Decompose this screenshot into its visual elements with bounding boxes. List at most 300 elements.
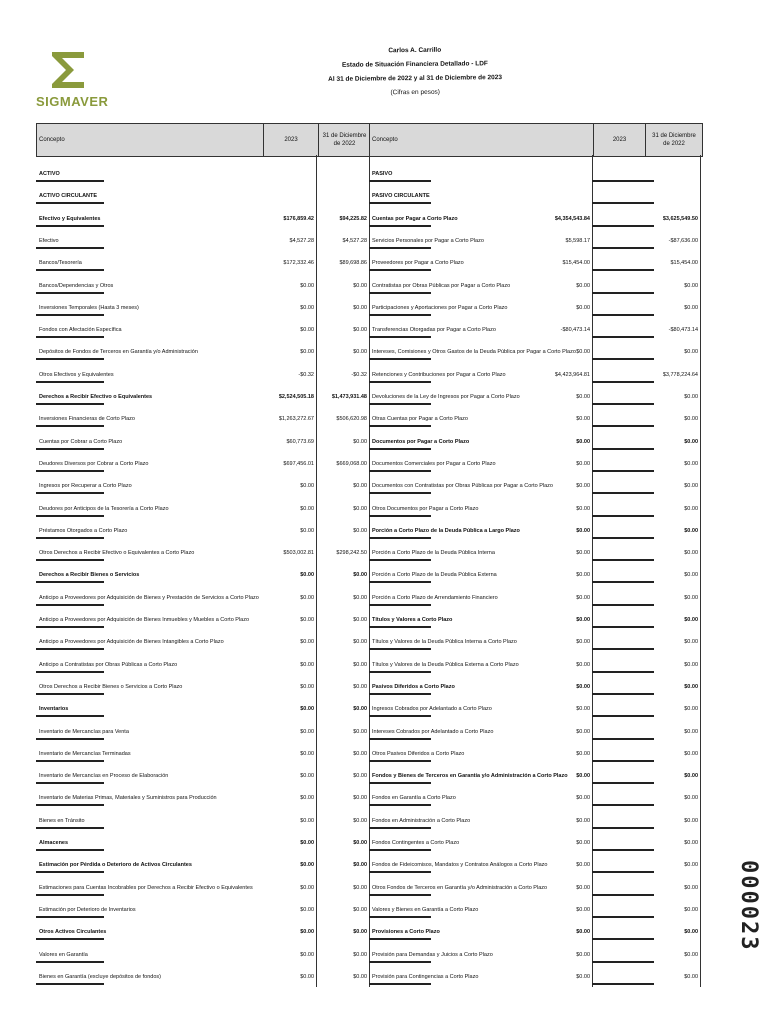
left-row-label: Efectivo bbox=[39, 238, 59, 244]
left-table-row bbox=[36, 762, 369, 782]
right-row-value-2023: $0.00 bbox=[576, 550, 590, 556]
right-row-value-2022: $0.00 bbox=[684, 305, 698, 311]
left-row-value-2023: $697,456.01 bbox=[283, 461, 314, 467]
right-row-value-2023: $0.00 bbox=[576, 305, 590, 311]
right-row-label: Documentos Comerciales por Pagar a Corto Plazo bbox=[372, 461, 496, 467]
right-row-underline bbox=[369, 492, 431, 494]
right-row-underline bbox=[369, 715, 431, 717]
left-row-underline bbox=[36, 581, 104, 583]
left-row-underline bbox=[36, 492, 104, 494]
left-table-row bbox=[36, 628, 369, 648]
left-row-underline bbox=[36, 715, 104, 717]
left-row-underline bbox=[36, 938, 104, 940]
right-row-value-2023: $4,423,964.81 bbox=[554, 372, 590, 378]
left-row-value-2022: $0.00 bbox=[353, 327, 367, 333]
right-table-row bbox=[369, 361, 700, 381]
left-table-row bbox=[36, 160, 369, 180]
left-row-value-2022: $0.00 bbox=[353, 506, 367, 512]
left-row-value-2023: $0.00 bbox=[300, 595, 314, 601]
right-row-value-2023: $0.00 bbox=[576, 416, 590, 422]
right-row-label: Provisiones a Corto Plazo bbox=[372, 929, 440, 935]
right-value-underline bbox=[592, 581, 654, 583]
left-row-value-2023: $0.00 bbox=[300, 706, 314, 712]
right-row-label: Retenciones y Contribuciones por Pagar a Corto Plazo bbox=[372, 372, 506, 378]
right-row-value-2023: $0.00 bbox=[576, 773, 590, 779]
left-table-row bbox=[36, 918, 369, 938]
right-row-label: Contratistas por Obras Públicas por Pagar a Corto Plazo bbox=[372, 283, 511, 289]
right-row-value-2023: $0.00 bbox=[576, 818, 590, 824]
left-row-value-2022: $298,242.50 bbox=[336, 550, 367, 556]
right-row-label: Pasivos Diferidos a Corto Plazo bbox=[372, 684, 455, 690]
right-row-value-2023: $0.00 bbox=[576, 394, 590, 400]
left-row-label: Derechos a Recibir Bienes o Servicios bbox=[39, 572, 140, 578]
right-row-label: Proveedores por Pagar a Corto Plazo bbox=[372, 260, 464, 266]
left-table-row bbox=[36, 784, 369, 804]
document-units: (Cifras en pesos) bbox=[390, 88, 440, 97]
right-row-value-2023: $0.00 bbox=[576, 617, 590, 623]
left-table-row bbox=[36, 874, 369, 894]
right-table-row bbox=[369, 294, 700, 314]
left-row-value-2022: $0.00 bbox=[353, 483, 367, 489]
left-row-label: Almacenes bbox=[39, 840, 69, 846]
left-row-label: Estimación por Pérdida o Deterioro de Activos Circulantes bbox=[39, 862, 192, 868]
right-row-underline bbox=[369, 938, 431, 940]
left-row-label: Bienes en Tránsito bbox=[39, 818, 85, 824]
left-table-row bbox=[36, 584, 369, 604]
right-row-value-2022: $0.00 bbox=[684, 572, 698, 578]
left-row-value-2023: $0.00 bbox=[300, 729, 314, 735]
left-table-row bbox=[36, 205, 369, 225]
right-row-value-2023: $0.00 bbox=[576, 684, 590, 690]
right-value-underline bbox=[592, 202, 654, 204]
page-stamp: 000023 bbox=[736, 860, 761, 952]
right-row-label: Otros Fondos de Terceros en Garantía y/o Administración a Corto Plazo bbox=[372, 885, 548, 891]
left-row-value-2023: $0.00 bbox=[300, 617, 314, 623]
right-table-row bbox=[369, 539, 700, 559]
left-row-value-2023: $2,524,505.18 bbox=[278, 394, 314, 400]
right-header-2023: 2023 bbox=[593, 124, 645, 156]
left-row-underline bbox=[36, 425, 104, 427]
right-value-underline bbox=[592, 648, 654, 650]
left-row-value-2022: $0.00 bbox=[353, 907, 367, 913]
left-row-value-2022: $506,620.98 bbox=[336, 416, 367, 422]
right-table-row bbox=[369, 338, 700, 358]
right-row-value-2022: $0.00 bbox=[684, 952, 698, 958]
right-row-value-2022: $0.00 bbox=[684, 818, 698, 824]
left-table-row bbox=[36, 539, 369, 559]
left-row-label: Anticipo a Proveedores por Adquisición de Bienes Inmuebles y Muebles a Corto Plazo bbox=[39, 617, 250, 623]
right-row-value-2023: $0.00 bbox=[576, 461, 590, 467]
right-row-label: Intereses Cobrados por Adelantado a Corto Plazo bbox=[372, 729, 494, 735]
left-table-header bbox=[36, 123, 371, 157]
right-row-value-2023: -$80,473.14 bbox=[560, 327, 590, 333]
left-row-label: Otros Derechos a Recibir Bienes o Servicios a Corto Plazo bbox=[39, 684, 183, 690]
right-row-label: Valores y Bienes en Garantía a Corto Plazo bbox=[372, 907, 479, 913]
left-row-label: Bancos/Tesorería bbox=[39, 260, 82, 266]
left-table-row bbox=[36, 405, 369, 425]
left-row-value-2023: $0.00 bbox=[300, 327, 314, 333]
left-row-value-2022: $0.00 bbox=[353, 706, 367, 712]
left-row-value-2023: $0.00 bbox=[300, 974, 314, 980]
left-row-label: Anticipo a Contratistas por Obras Públicas a Corto Plazo bbox=[39, 662, 178, 668]
left-row-underline bbox=[36, 871, 104, 873]
right-row-value-2022: -$80,473.14 bbox=[668, 327, 698, 333]
left-row-value-2023: $0.00 bbox=[300, 506, 314, 512]
left-row-label: Inversiones Temporales (Hasta 3 meses) bbox=[39, 305, 139, 311]
left-row-value-2022: $0.00 bbox=[353, 349, 367, 355]
left-table-row bbox=[36, 941, 369, 961]
left-row-underline bbox=[36, 202, 104, 204]
right-row-underline bbox=[369, 581, 431, 583]
right-row-label: Participaciones y Aportaciones por Pagar a Corto Plazo bbox=[372, 305, 508, 311]
left-table-row bbox=[36, 450, 369, 470]
left-row-value-2022: $669,068.00 bbox=[336, 461, 367, 467]
right-value-underline bbox=[592, 938, 654, 940]
left-row-value-2022: $0.00 bbox=[353, 305, 367, 311]
left-table-row bbox=[36, 718, 369, 738]
right-row-value-2023: $0.00 bbox=[576, 929, 590, 935]
right-row-underline bbox=[369, 648, 431, 650]
left-row-label: Ingresos por Recuperar a Corto Plazo bbox=[39, 483, 132, 489]
right-row-value-2023: $15,454.00 bbox=[562, 260, 590, 266]
left-table-row bbox=[36, 272, 369, 292]
right-row-value-2022: $0.00 bbox=[684, 461, 698, 467]
right-row-label: Otras Cuentas por Pagar a Corto Plazo bbox=[372, 416, 468, 422]
right-row-label: Fondos en Administración a Corto Plazo bbox=[372, 818, 471, 824]
right-row-value-2023: $0.00 bbox=[576, 506, 590, 512]
right-row-value-2022: $0.00 bbox=[684, 840, 698, 846]
document-header bbox=[300, 43, 531, 101]
left-row-label: Inventarios bbox=[39, 706, 69, 712]
right-value-underline bbox=[592, 983, 654, 985]
left-row-label: Estimación por Deterioro de Inventarios bbox=[39, 907, 136, 913]
left-row-value-2023: $172,332.46 bbox=[283, 260, 314, 266]
left-row-label: Derechos a Recibir Efectivo o Equivalentes bbox=[39, 394, 153, 400]
left-row-label: Inventario de Mercancías Terminadas bbox=[39, 751, 131, 757]
right-table-row bbox=[369, 383, 700, 403]
left-row-value-2023: $176,859.42 bbox=[283, 216, 314, 222]
right-row-value-2022: $0.00 bbox=[684, 639, 698, 645]
left-row-value-2022: $0.00 bbox=[353, 639, 367, 645]
right-row-label: Documentos con Contratistas por Obras Públicas por Pagar a Corto Plazo bbox=[372, 483, 553, 489]
left-row-value-2022: $0.00 bbox=[353, 751, 367, 757]
right-row-value-2022: $0.00 bbox=[684, 773, 698, 779]
left-table-row bbox=[36, 338, 369, 358]
right-row-label: Fondos de Fideicomisos, Mandatos y Contratos Análogos a Corto Plazo bbox=[372, 862, 548, 868]
right-row-value-2022: $0.00 bbox=[684, 662, 698, 668]
left-row-value-2022: $0.00 bbox=[353, 795, 367, 801]
right-table-row bbox=[369, 851, 700, 871]
right-row-label: Servicios Personales por Pagar a Corto Plazo bbox=[372, 238, 484, 244]
right-table-row bbox=[369, 874, 700, 894]
right-row-value-2023: $0.00 bbox=[576, 840, 590, 846]
right-row-value-2023: $0.00 bbox=[576, 528, 590, 534]
left-header-concept: Concepto bbox=[39, 137, 65, 143]
left-row-value-2023: $0.00 bbox=[300, 528, 314, 534]
left-row-label: Cuentas por Cobrar a Corto Plazo bbox=[39, 439, 123, 445]
right-table-header bbox=[369, 123, 703, 157]
left-row-value-2023: $0.00 bbox=[300, 572, 314, 578]
right-row-value-2022: $0.00 bbox=[684, 439, 698, 445]
right-row-label: Transferencias Otorgadas por Pagar a Corto Plazo bbox=[372, 327, 496, 333]
left-row-value-2022: $0.00 bbox=[353, 617, 367, 623]
left-row-value-2022: $0.00 bbox=[353, 283, 367, 289]
left-row-label: Deudores Diversos por Cobrar a Corto Plazo bbox=[39, 461, 149, 467]
right-row-underline bbox=[369, 358, 431, 360]
right-row-label: Cuentas por Pagar a Corto Plazo bbox=[372, 216, 458, 222]
right-table-row bbox=[369, 963, 700, 983]
right-table-row bbox=[369, 205, 700, 225]
left-row-value-2023: $0.00 bbox=[300, 751, 314, 757]
right-row-label: Porción a Corto Plazo de la Deuda Pública Externa bbox=[372, 572, 497, 578]
left-row-value-2023: $0.00 bbox=[300, 885, 314, 891]
right-table-row bbox=[369, 784, 700, 804]
right-row-value-2022: $0.00 bbox=[684, 595, 698, 601]
right-table-row bbox=[369, 606, 700, 626]
right-table-row bbox=[369, 673, 700, 693]
right-row-label: Otros Pasivos Diferidos a Corto Plazo bbox=[372, 751, 465, 757]
left-row-value-2023: $0.00 bbox=[300, 952, 314, 958]
right-header-2022: 31 de Diciembre de 2022 bbox=[645, 124, 702, 156]
right-row-label: Títulos y Valores de la Deuda Pública Interna a Corto Plazo bbox=[372, 639, 517, 645]
right-row-value-2023: $0.00 bbox=[576, 572, 590, 578]
right-row-label: Provisión para Demandas y Juicios a Corto Plazo bbox=[372, 952, 493, 958]
right-row-value-2023: $0.00 bbox=[576, 595, 590, 601]
left-row-label: Préstamos Otorgados a Corto Plazo bbox=[39, 528, 128, 534]
right-row-underline bbox=[369, 202, 431, 204]
left-row-label: Otros Efectivos y Equivalentes bbox=[39, 372, 114, 378]
left-table-row bbox=[36, 695, 369, 715]
right-row-value-2022: $0.00 bbox=[684, 550, 698, 556]
right-table-row bbox=[369, 272, 700, 292]
left-table-row bbox=[36, 294, 369, 314]
right-table-row bbox=[369, 561, 700, 581]
right-row-label: Ingresos Cobrados por Adelantado a Corto Plazo bbox=[372, 706, 492, 712]
left-row-value-2023: $0.00 bbox=[300, 662, 314, 668]
right-row-value-2022: $0.00 bbox=[684, 349, 698, 355]
right-row-value-2022: $0.00 bbox=[684, 506, 698, 512]
right-row-value-2022: $0.00 bbox=[684, 907, 698, 913]
right-value-underline bbox=[592, 358, 654, 360]
right-table-row bbox=[369, 428, 700, 448]
right-row-value-2023: $0.00 bbox=[576, 706, 590, 712]
logo-text: SIGMAVER bbox=[36, 94, 109, 109]
right-row-value-2023: $0.00 bbox=[576, 751, 590, 757]
right-table-row bbox=[369, 740, 700, 760]
right-row-underline bbox=[369, 983, 431, 985]
left-table-row bbox=[36, 472, 369, 492]
right-value-underline bbox=[592, 492, 654, 494]
left-row-label: Inversiones Financieras de Corto Plazo bbox=[39, 416, 135, 422]
right-row-value-2023: $0.00 bbox=[576, 483, 590, 489]
right-table-row bbox=[369, 829, 700, 849]
left-row-value-2023: $0.00 bbox=[300, 639, 314, 645]
left-table-row bbox=[36, 673, 369, 693]
right-table-row bbox=[369, 227, 700, 247]
left-row-label: Inventario de Mercancías para Venta bbox=[39, 729, 129, 735]
left-row-value-2023: $0.00 bbox=[300, 283, 314, 289]
right-table-row bbox=[369, 941, 700, 961]
right-row-label: PASIVO bbox=[372, 171, 393, 177]
left-row-value-2022: $0.00 bbox=[353, 952, 367, 958]
left-row-value-2022: $94,225.82 bbox=[339, 216, 367, 222]
left-row-value-2023: $0.00 bbox=[300, 862, 314, 868]
right-table-row bbox=[369, 584, 700, 604]
left-table-row bbox=[36, 316, 369, 336]
right-row-underline bbox=[369, 269, 431, 271]
left-row-label: ACTIVO CIRCULANTE bbox=[39, 193, 98, 199]
right-row-value-2022: $0.00 bbox=[684, 528, 698, 534]
left-row-label: Estimaciones para Cuentas Incobrables por Derechos a Recibir Efectivo o Equivalentes bbox=[39, 885, 253, 891]
left-row-value-2022: $0.00 bbox=[353, 572, 367, 578]
left-table-row bbox=[36, 740, 369, 760]
left-row-value-2023: $0.00 bbox=[300, 773, 314, 779]
document-period: Al 31 de Diciembre de 2022 y al 31 de Diciembre de 2023 bbox=[328, 74, 502, 83]
left-row-label: Valores en Garantía bbox=[39, 952, 88, 958]
right-table-row bbox=[369, 695, 700, 715]
left-row-value-2023: $4,527.28 bbox=[289, 238, 314, 244]
left-row-value-2023: $0.00 bbox=[300, 929, 314, 935]
left-row-value-2023: $0.00 bbox=[300, 305, 314, 311]
left-table-row bbox=[36, 651, 369, 671]
left-row-label: Otros Derechos a Recibir Efectivo o Equivalentes a Corto Plazo bbox=[39, 550, 195, 556]
left-table-row bbox=[36, 606, 369, 626]
left-table-row bbox=[36, 495, 369, 515]
right-row-label: Documentos por Pagar a Corto Plazo bbox=[372, 439, 470, 445]
left-row-value-2022: $0.00 bbox=[353, 595, 367, 601]
left-table-row bbox=[36, 182, 369, 202]
right-row-value-2023: $0.00 bbox=[576, 729, 590, 735]
left-row-value-2022: $0.00 bbox=[353, 439, 367, 445]
right-table-row bbox=[369, 472, 700, 492]
right-table-row bbox=[369, 450, 700, 470]
right-row-value-2022: $0.00 bbox=[684, 617, 698, 623]
left-table-row bbox=[36, 517, 369, 537]
right-row-value-2022: $0.00 bbox=[684, 394, 698, 400]
right-row-value-2023: $0.00 bbox=[576, 662, 590, 668]
left-row-underline bbox=[36, 269, 104, 271]
left-row-label: Efectivo y Equivalentes bbox=[39, 216, 101, 222]
left-row-value-2022: $1,473,931.48 bbox=[331, 394, 367, 400]
left-row-value-2023: $0.00 bbox=[300, 684, 314, 690]
right-row-value-2023: $0.00 bbox=[576, 795, 590, 801]
right-row-value-2023: $0.00 bbox=[576, 283, 590, 289]
right-row-underline bbox=[369, 871, 431, 873]
right-row-underline bbox=[369, 804, 431, 806]
right-row-value-2023: $4,354,543.84 bbox=[554, 216, 590, 222]
right-table-row bbox=[369, 405, 700, 425]
left-row-value-2023: $0.00 bbox=[300, 349, 314, 355]
left-table-row bbox=[36, 963, 369, 983]
right-row-label: Fondos en Garantía a Corto Plazo bbox=[372, 795, 456, 801]
left-row-label: Anticipo a Proveedores por Adquisición de Bienes y Prestación de Servicios a Corto Plazo bbox=[39, 595, 259, 601]
right-row-value-2022: $0.00 bbox=[684, 751, 698, 757]
right-table-row bbox=[369, 918, 700, 938]
left-row-value-2022: $0.00 bbox=[353, 929, 367, 935]
left-row-label: Bienes en Garantía (excluye depósitos de fondos) bbox=[39, 974, 161, 980]
sigma-logo-icon bbox=[48, 50, 88, 90]
left-table-row bbox=[36, 561, 369, 581]
right-row-value-2022: $0.00 bbox=[684, 729, 698, 735]
left-row-label: Inventario de Materias Primas, Materiales y Suministros para Producción bbox=[39, 795, 217, 801]
right-row-label: Títulos y Valores a Corto Plazo bbox=[372, 617, 453, 623]
right-row-value-2023: $5,598.17 bbox=[565, 238, 590, 244]
left-row-value-2022: $89,698.86 bbox=[339, 260, 367, 266]
left-table-row bbox=[36, 851, 369, 871]
left-table-row bbox=[36, 896, 369, 916]
left-table-row bbox=[36, 361, 369, 381]
left-row-value-2022: $0.00 bbox=[353, 729, 367, 735]
document-title: Estado de Situación Financiera Detallado - LDF bbox=[341, 60, 488, 69]
right-table-row bbox=[369, 517, 700, 537]
right-row-label: Fondos Contingentes a Corto Plazo bbox=[372, 840, 460, 846]
right-row-underline bbox=[369, 425, 431, 427]
left-row-underline bbox=[36, 648, 104, 650]
left-table-row bbox=[36, 227, 369, 247]
right-row-value-2022: $15,454.00 bbox=[670, 260, 698, 266]
left-header-2023: 2023 bbox=[263, 124, 318, 156]
left-row-label: Bancos/Dependencias y Otros bbox=[39, 283, 114, 289]
left-row-label: Inventario de Mercancías en Proceso de Elaboración bbox=[39, 773, 169, 779]
right-row-label: Porción a Corto Plazo de Arrendamiento Financiero bbox=[372, 595, 498, 601]
right-table-row bbox=[369, 249, 700, 269]
left-row-value-2023: $0.00 bbox=[300, 795, 314, 801]
right-row-value-2022: $0.00 bbox=[684, 795, 698, 801]
right-row-value-2023: $0.00 bbox=[576, 349, 590, 355]
right-table-row bbox=[369, 316, 700, 336]
left-row-label: ACTIVO bbox=[39, 171, 60, 177]
right-row-label: Porción a Corto Plazo de la Deuda Pública a Largo Plazo bbox=[372, 528, 520, 534]
left-header-2022: 31 de Diciembre de 2022 bbox=[318, 124, 370, 156]
left-row-underline bbox=[36, 804, 104, 806]
right-row-label: Provisión para Contingencias a Corto Plazo bbox=[372, 974, 479, 980]
right-row-label: Devoluciones de la Ley de Ingresos por Pagar a Corto Plazo bbox=[372, 394, 520, 400]
right-edge-divider bbox=[700, 155, 701, 987]
right-row-label: Porción a Corto Plazo de la Deuda Pública Interna bbox=[372, 550, 495, 556]
right-row-value-2022: -$87,636.00 bbox=[668, 238, 698, 244]
right-table-row bbox=[369, 495, 700, 515]
left-row-value-2023: $0.00 bbox=[300, 907, 314, 913]
right-header-concept: Concepto bbox=[372, 137, 398, 143]
left-row-value-2022: -$0.32 bbox=[351, 372, 367, 378]
right-row-value-2022: $0.00 bbox=[684, 416, 698, 422]
left-row-value-2023: $0.00 bbox=[300, 818, 314, 824]
left-row-value-2023: $0.00 bbox=[300, 840, 314, 846]
right-table-row bbox=[369, 651, 700, 671]
left-row-value-2022: $0.00 bbox=[353, 862, 367, 868]
right-row-value-2022: $0.00 bbox=[684, 706, 698, 712]
left-row-underline bbox=[36, 358, 104, 360]
right-row-value-2022: $0.00 bbox=[684, 885, 698, 891]
right-row-value-2023: $0.00 bbox=[576, 639, 590, 645]
right-row-label: Fondos y Bienes de Terceros en Garantía y/o Administración a Corto Plazo bbox=[372, 773, 568, 779]
left-row-label: Depósitos de Fondos de Terceros en Garantía y/o Administración bbox=[39, 349, 198, 355]
left-table-row bbox=[36, 383, 369, 403]
right-value-underline bbox=[592, 269, 654, 271]
logo bbox=[36, 50, 116, 109]
right-value-underline bbox=[592, 871, 654, 873]
right-value-underline bbox=[592, 425, 654, 427]
left-row-value-2023: $60,773.69 bbox=[286, 439, 314, 445]
right-row-value-2022: $0.00 bbox=[684, 862, 698, 868]
right-value-underline bbox=[592, 715, 654, 717]
left-row-value-2022: $0.00 bbox=[353, 528, 367, 534]
left-row-value-2023: $503,002.81 bbox=[283, 550, 314, 556]
right-row-value-2022: $0.00 bbox=[684, 283, 698, 289]
left-row-value-2023: $0.00 bbox=[300, 483, 314, 489]
left-row-underline bbox=[36, 983, 104, 985]
left-row-value-2023: -$0.32 bbox=[298, 372, 314, 378]
